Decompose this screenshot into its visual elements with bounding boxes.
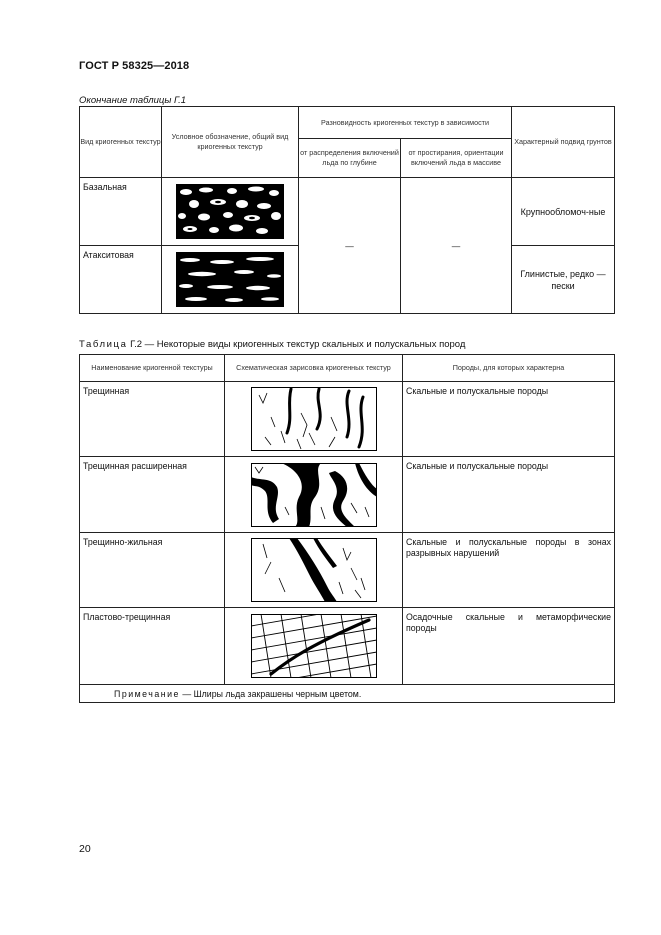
table1-caption: Окончание таблицы Г.1 [79, 95, 187, 106]
widened-fissure-texture-icon [251, 463, 377, 527]
layer-fissure-texture-icon [251, 614, 377, 678]
table1-header-strike: от простирания, ориентации включений льда в массиве [401, 139, 512, 178]
table1-row-symbol [162, 246, 299, 314]
page-number: 20 [79, 843, 91, 855]
table2-row-sketch [225, 608, 403, 685]
table2-header-sketch: Схематическая зарисовка криогенных текстур [225, 355, 403, 382]
table2-caption-label: Таблица [79, 339, 128, 350]
fissure-vein-texture-icon [251, 538, 377, 602]
note-text: — Шлиры льда закрашены черным цветом. [179, 688, 362, 699]
table2-row-sketch [225, 533, 403, 608]
table2-row-sketch [225, 382, 403, 457]
fissure-texture-icon [251, 387, 377, 451]
ataxite-texture-icon [176, 252, 284, 307]
table1 [79, 106, 615, 314]
table1-strike-dash: — [401, 178, 512, 314]
table1-row-type: Атакситовая [80, 246, 162, 314]
table2-row-name: Трещинная [80, 382, 225, 457]
table2-row-rocks: Осадочные скальные и метаморфические породы [403, 608, 615, 685]
table2-row-name: Трещинно-жильная [80, 533, 225, 608]
table2-row-rocks: Скальные и полускальные породы в зонах разрывных нарушений [403, 533, 615, 608]
table1-header-type: Вид криогенных текстур [80, 107, 162, 178]
table2-note [80, 685, 615, 703]
table1-header-symbol: Условное обозначение, общий вид криогенных текстур [162, 107, 299, 178]
table2-header-rocks: Породы, для которых характерна [403, 355, 615, 382]
table1-row-symbol [162, 178, 299, 246]
table2 [79, 354, 615, 703]
table1-header-group: Разновидность криогенных текстур в зависимости [299, 107, 512, 139]
table1-row-soil: Крупнообломоч-ные [512, 178, 615, 246]
table1-row-type: Базальная [80, 178, 162, 246]
table2-row-rocks: Скальные и полускальные породы [403, 457, 615, 533]
document-header: ГОСТ Р 58325—2018 [79, 60, 190, 72]
table2-row-name: Трещинная расширенная [80, 457, 225, 533]
table1-header-soil: Характерный подвид грунтов [512, 107, 615, 178]
table2-header-name: Наименование криогенной текстуры [80, 355, 225, 382]
table2-row-sketch [225, 457, 403, 533]
table1-depth-dash: — [299, 178, 401, 314]
basal-texture-icon [176, 184, 284, 239]
table1-header-depth: от распределения включений льда по глубине [299, 139, 401, 178]
table1-row-soil: Глинистые, редко — пески [512, 246, 615, 314]
table2-row-rocks: Скальные и полускальные породы [403, 382, 615, 457]
table2-row-name: Пластово-трещинная [80, 608, 225, 685]
table2-caption [79, 339, 465, 350]
note-label: Примечание [114, 688, 180, 699]
table2-caption-text: Г.2 — Некоторые виды криогенных текстур скальных и полускальных пород [127, 339, 466, 350]
